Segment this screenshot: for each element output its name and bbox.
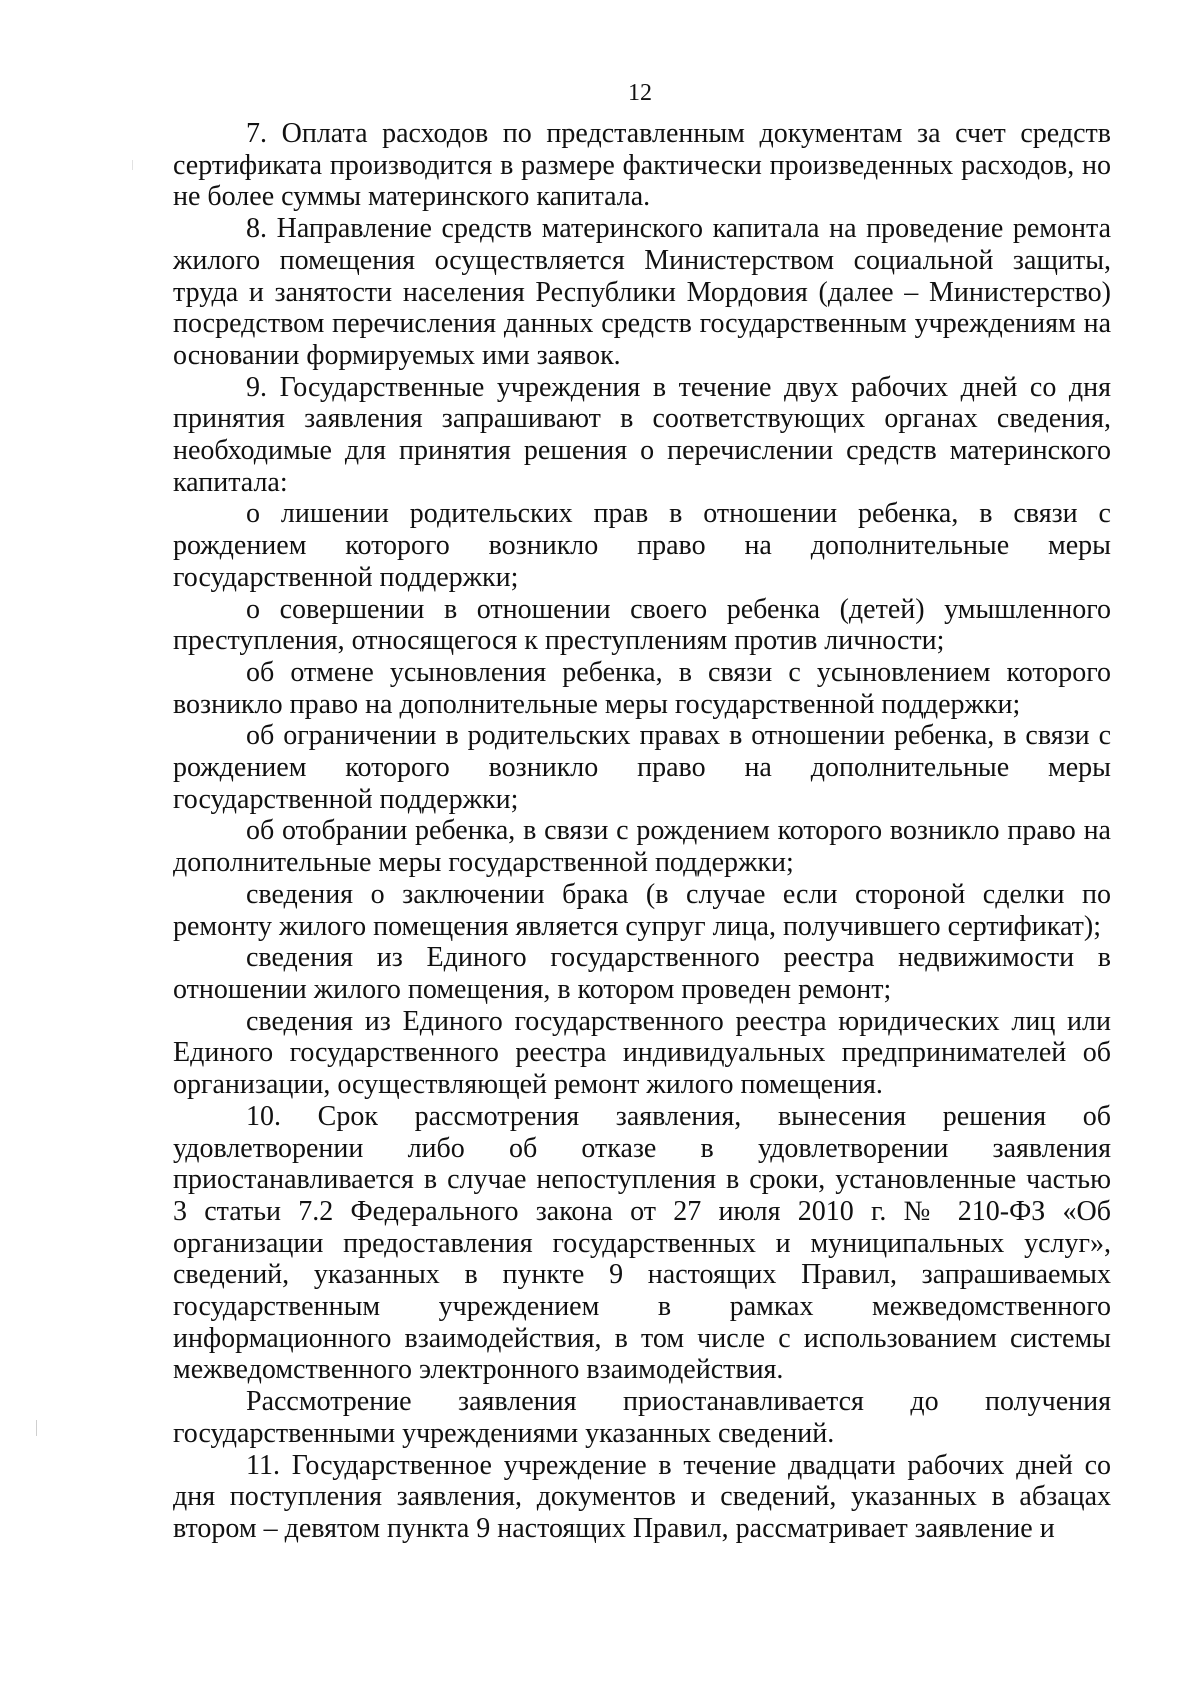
paragraph-7: 7. Оплата расходов по представленным документам за счет средств сертификата производится в размере фактически произведенных расходов, но не более суммы материнского капитала. [173,118,1111,213]
document-body [173,118,1111,1545]
list-item-legal-entities-registry: сведения из Единого государственного реестра юридических лиц или Единого государственного реестра индивидуальных предпринимателей об организации, осуществляющей ремонт жилого помещения. [173,1005,1111,1101]
list-item-child-removal: об отобрании ребенка, в связи с рождением которого возникло право на дополнительные меры государственной поддержки; [173,815,1111,879]
paragraph-11: 11. Государственное учреждение в течение двадцати рабочих дней со дня поступления заявления, документов и сведений, указанных в абзацах втором – девятом пункта 9 настоящих Правил, рассматривает заявление и [173,1449,1111,1544]
list-item-marriage-info: сведения о заключении брака (в случае если стороной сделки по ремонту жилого помещения является супруг лица, получившего сертификат); [173,878,1111,942]
list-item-restriction-parental-rights: об ограничении в родительских правах в отношении ребенка, в связи с рождением которого возникло право на дополнительные меры государственной поддержки; [173,720,1111,815]
page-number: 12 [628,80,652,106]
paragraph-10: 10. Срок рассмотрения заявления, вынесения решения об удовлетворении либо об отказе в удовлетворении заявления приостанавливается в случае непоступления в сроки, установленные частью 3 статьи 7.2 Федерального закона от 27 июля 2010 г. № 210-ФЗ «Об организации предоставления государственных и муниципальных услуг», сведений, указанных в пункте 9 настоящих Правил, запрашиваемых государственным учреждением в рамках межведомственного информационного взаимодействия, в том числе с использованием системы межведомственного электронного взаимодействия. [173,1100,1111,1386]
list-item-adoption-cancellation: об отмене усыновления ребенка, в связи с усыновлением которого возникло право на дополнительные меры государственной поддержки; [173,656,1111,720]
paragraph-10-suspension: Рассмотрение заявления приостанавливается до получения государственными учреждениями указанных сведений. [173,1386,1111,1449]
scan-artifact [132,160,133,170]
list-item-real-estate-registry: сведения из Единого государственного реестра недвижимости в отношении жилого помещения, в котором проведен ремонт; [173,942,1111,1005]
list-item-deprivation-parental-rights: о лишении родительских прав в отношении ребенка, в связи с рождением которого возникло право на дополнительные меры государственной поддержки; [173,498,1111,593]
paragraph-8: 8. Направление средств материнского капитала на проведение ремонта жилого помещения осуществляется Министерством социальной защиты, труда и занятости населения Республики Мордовия (далее – Министерство) посредством перечисления данных средств государственным учреждениям на основании формируемых ими заявок. [173,213,1111,371]
list-item-intentional-crime: о совершении в отношении своего ребенка (детей) умышленного преступления, относящегося к преступлениям против личности; [173,593,1111,657]
paragraph-9: 9. Государственные учреждения в течение двух рабочих дней со дня принятия заявления запрашивают в соответствующих органах сведения, необходимые для принятия решения о перечислении средств материнского капитала: [173,371,1111,498]
scan-artifact [36,1420,37,1436]
